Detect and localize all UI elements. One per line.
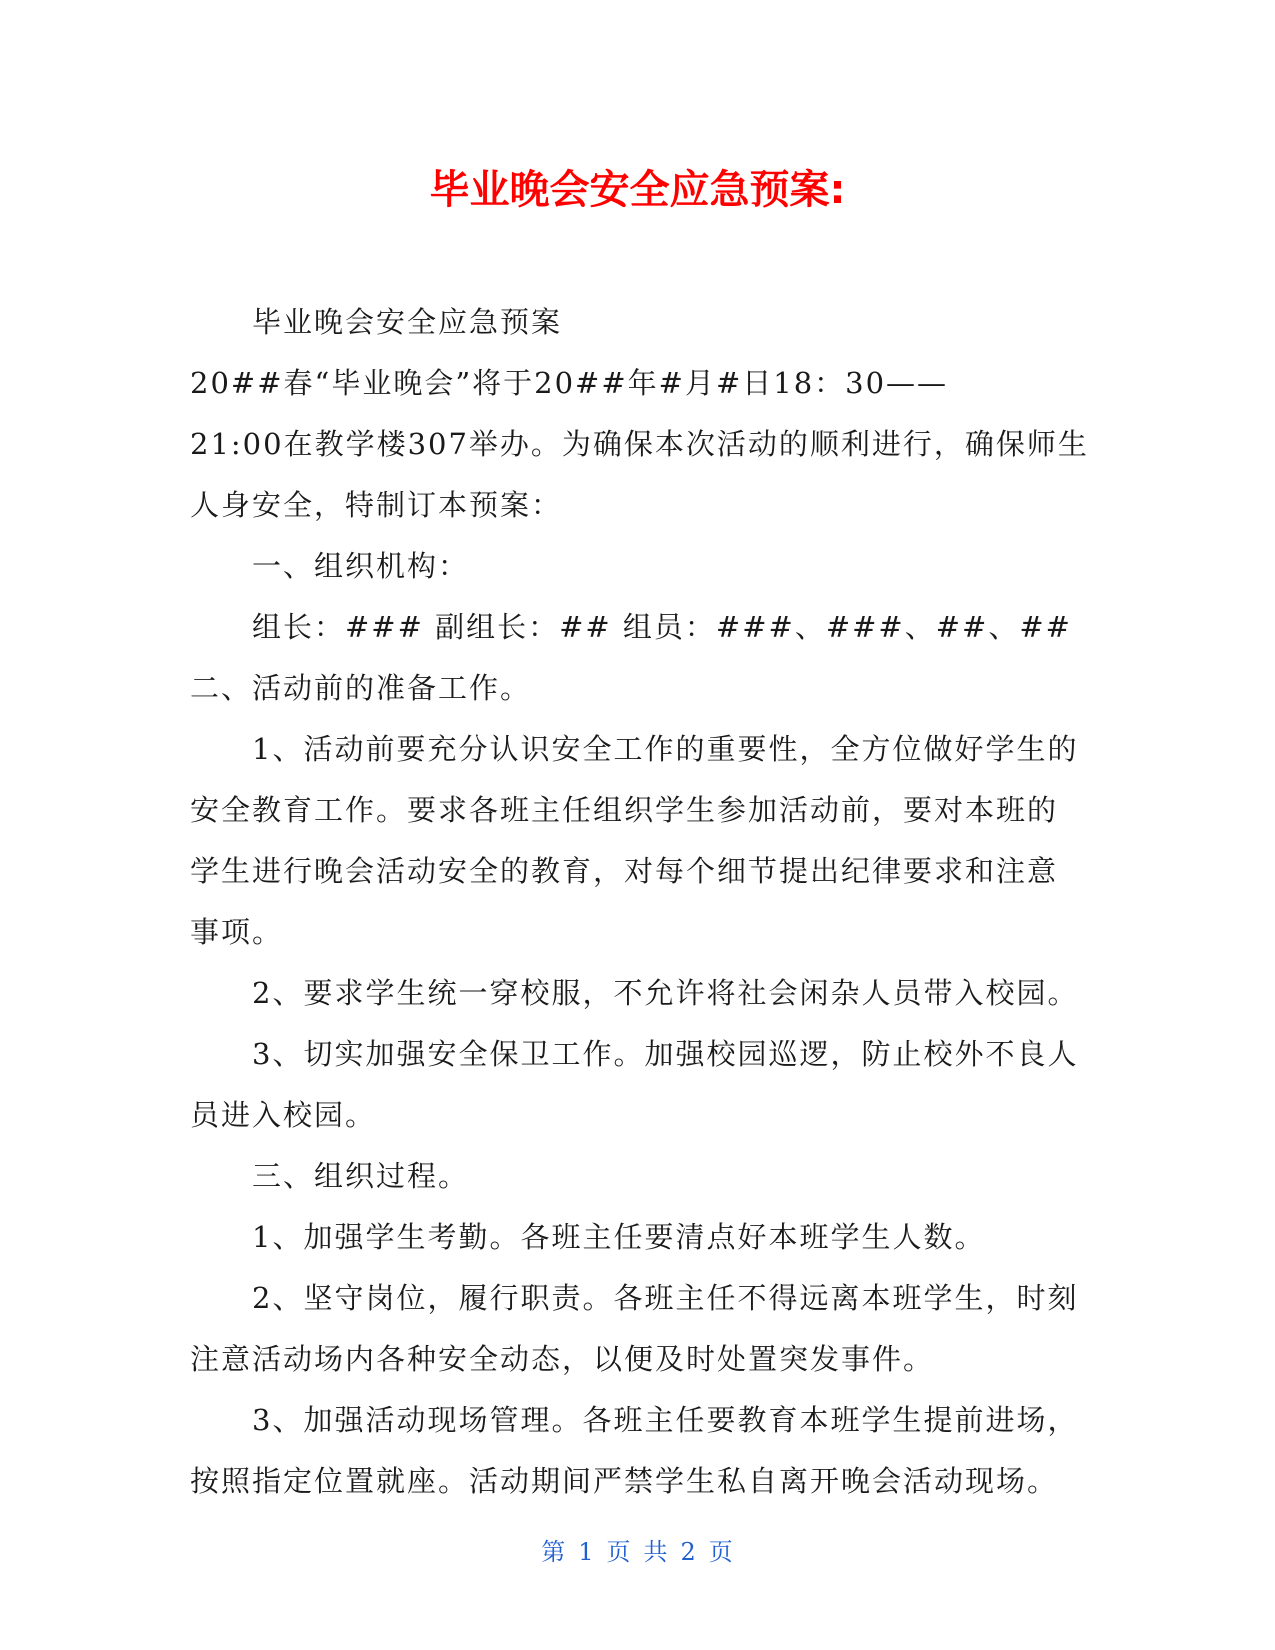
paragraph-line: 注意活动场内各种安全动态，以便及时处置突发事件。 <box>190 1342 935 1376</box>
document-body <box>190 292 1090 1512</box>
paragraph-line: 事项。 <box>190 915 284 949</box>
current-page-number: 1 <box>578 1538 595 1566</box>
paragraph-line: 组长：### 副组长：## 组员：###、###、##、## <box>252 610 1072 644</box>
document-title: 毕业晚会安全应急预案: <box>429 167 846 213</box>
page-footer <box>0 1535 1275 1569</box>
section-heading: 一、组织机构： <box>252 549 470 583</box>
paragraph-line: 按照指定位置就座。活动期间严禁学生私自离开晚会活动现场。 <box>190 1464 1059 1498</box>
paragraph-line: 学生进行晚会活动安全的教育，对每个细节提出纪律要求和注意 <box>190 854 1059 888</box>
footer-label-gong: 共 <box>643 1538 669 1566</box>
paragraph-line: 员进入校园。 <box>190 1098 377 1132</box>
paragraph-line: 毕业晚会安全应急预案 <box>252 305 563 339</box>
paragraph-line: 20##春“毕业晚会”将于20##年#月#日18：30—— <box>190 366 949 400</box>
paragraph-line: 2、坚守岗位，履行职责。各班主任不得远离本班学生，时刻 <box>252 1281 1079 1315</box>
paragraph-line: 3、加强活动现场管理。各班主任要教育本班学生提前进场， <box>252 1403 1079 1437</box>
footer-label-di: 第 <box>541 1538 567 1566</box>
paragraph-line: 1、加强学生考勤。各班主任要清点好本班学生人数。 <box>252 1220 986 1254</box>
paragraph-line: 安全教育工作。要求各班主任组织学生参加活动前，要对本班的 <box>190 793 1059 827</box>
total-pages-number: 2 <box>680 1538 697 1566</box>
footer-label-ye-2: 页 <box>708 1538 734 1566</box>
paragraph-line: 2、要求学生统一穿校服，不允许将社会闲杂人员带入校园。 <box>252 976 1079 1010</box>
section-heading: 二、活动前的准备工作。 <box>190 671 532 705</box>
paragraph-line: 人身安全，特制订本预案： <box>190 488 563 522</box>
footer-label-ye: 页 <box>606 1538 632 1566</box>
paragraph-line: 1、活动前要充分认识安全工作的重要性，全方位做好学生的 <box>252 732 1079 766</box>
section-heading: 三、组织过程。 <box>252 1159 470 1193</box>
paragraph-line: 21:00在教学楼307举办。为确保本次活动的顺利进行，确保师生 <box>190 427 1089 461</box>
paragraph-line: 3、切实加强安全保卫工作。加强校园巡逻，防止校外不良人 <box>252 1037 1079 1071</box>
